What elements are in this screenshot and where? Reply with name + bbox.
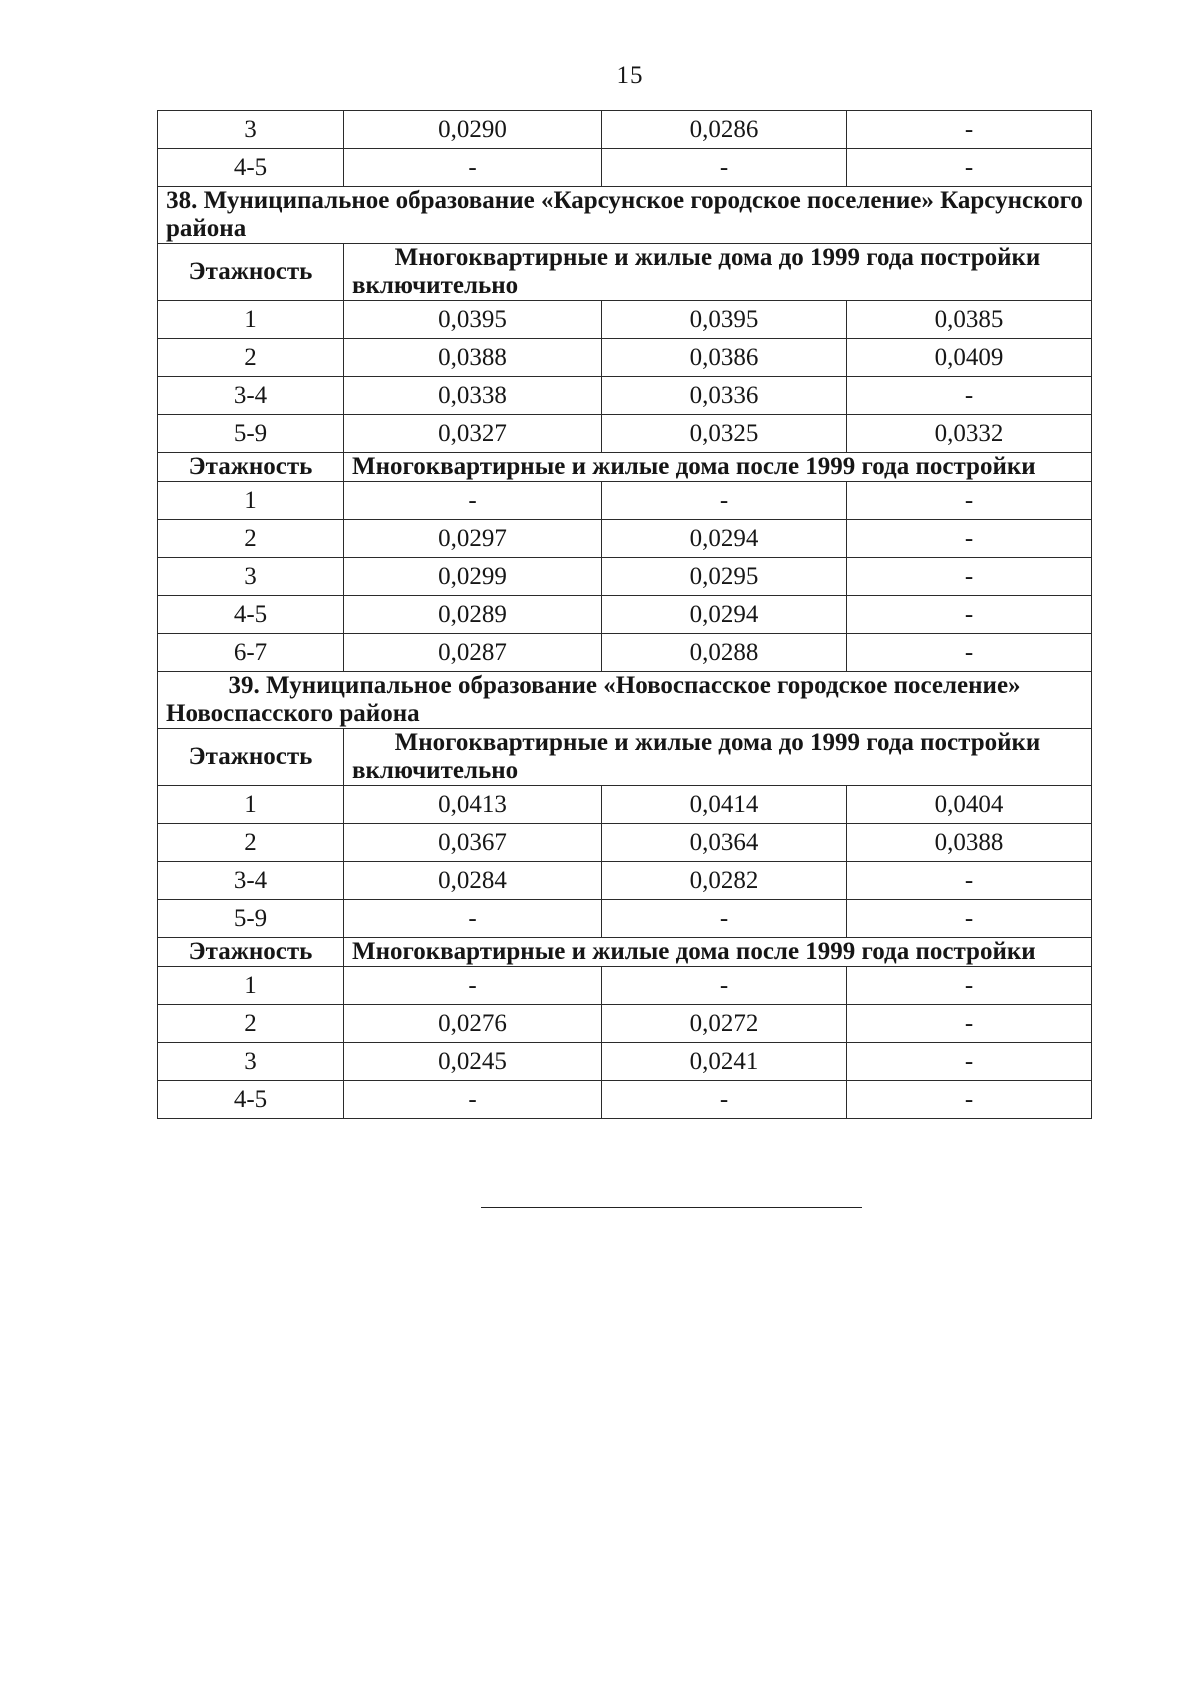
value-cell: 0,0388 xyxy=(344,339,602,377)
value-cell: 0,0404 xyxy=(847,786,1092,824)
value-cell: - xyxy=(847,520,1092,558)
value-cell: - xyxy=(602,967,847,1005)
value-cell: 0,0336 xyxy=(602,377,847,415)
value-cell: - xyxy=(847,149,1092,187)
value-cell: - xyxy=(847,558,1092,596)
floors-cell: 4-5 xyxy=(158,149,344,187)
value-cell: 0,0367 xyxy=(344,824,602,862)
floors-cell: 5-9 xyxy=(158,900,344,938)
table-row xyxy=(158,1005,1092,1043)
table-row xyxy=(158,786,1092,824)
table-row xyxy=(158,301,1092,339)
end-of-document-rule xyxy=(481,1207,862,1208)
value-cell: - xyxy=(847,1081,1092,1119)
value-cell: 0,0276 xyxy=(344,1005,602,1043)
value-cell: - xyxy=(847,482,1092,520)
value-cell: - xyxy=(847,862,1092,900)
value-cell: 0,0289 xyxy=(344,596,602,634)
building-category-header: Многоквартирные и жилые дома до 1999 года постройки включительно xyxy=(344,244,1092,301)
value-cell: 0,0299 xyxy=(344,558,602,596)
value-cell: 0,0297 xyxy=(344,520,602,558)
value-cell: - xyxy=(847,1005,1092,1043)
table-row xyxy=(158,520,1092,558)
value-cell: 0,0327 xyxy=(344,415,602,453)
value-cell: 0,0290 xyxy=(344,111,602,149)
tariff-table xyxy=(157,110,1092,1119)
value-cell: 0,0295 xyxy=(602,558,847,596)
value-cell: - xyxy=(847,900,1092,938)
value-cell: - xyxy=(344,1081,602,1119)
value-cell: 0,0332 xyxy=(847,415,1092,453)
table-row xyxy=(158,377,1092,415)
table-row xyxy=(158,111,1092,149)
floors-cell: 3 xyxy=(158,558,344,596)
table-row xyxy=(158,339,1092,377)
table-row xyxy=(158,482,1092,520)
value-cell: 0,0395 xyxy=(602,301,847,339)
floors-cell: 3-4 xyxy=(158,862,344,900)
table-row xyxy=(158,596,1092,634)
value-cell: 0,0325 xyxy=(602,415,847,453)
floors-cell: 2 xyxy=(158,1005,344,1043)
floors-cell: 1 xyxy=(158,967,344,1005)
floors-cell: 3 xyxy=(158,1043,344,1081)
value-cell: 0,0395 xyxy=(344,301,602,339)
table-row xyxy=(158,1043,1092,1081)
value-cell: - xyxy=(602,900,847,938)
floors-column-header: Этажность xyxy=(158,453,344,482)
floors-cell: 1 xyxy=(158,301,344,339)
table-row xyxy=(158,1081,1092,1119)
table-row xyxy=(158,149,1092,187)
value-cell: 0,0286 xyxy=(602,111,847,149)
floors-cell: 3-4 xyxy=(158,377,344,415)
value-cell: 0,0338 xyxy=(344,377,602,415)
value-cell: - xyxy=(602,1081,847,1119)
section-heading: 39. Муниципальное образование «Новоспасское городское поселение» Новоспасского района xyxy=(158,672,1092,729)
value-cell: 0,0388 xyxy=(847,824,1092,862)
value-cell: - xyxy=(344,149,602,187)
value-cell: - xyxy=(847,111,1092,149)
value-cell: 0,0294 xyxy=(602,520,847,558)
value-cell: 0,0409 xyxy=(847,339,1092,377)
value-cell: - xyxy=(344,967,602,1005)
value-cell: 0,0245 xyxy=(344,1043,602,1081)
value-cell: 0,0241 xyxy=(602,1043,847,1081)
floors-cell: 2 xyxy=(158,520,344,558)
value-cell: - xyxy=(847,634,1092,672)
value-cell: 0,0386 xyxy=(602,339,847,377)
floors-column-header: Этажность xyxy=(158,938,344,967)
value-cell: 0,0284 xyxy=(344,862,602,900)
floors-cell: 3 xyxy=(158,111,344,149)
value-cell: 0,0413 xyxy=(344,786,602,824)
table-row xyxy=(158,967,1092,1005)
table-row xyxy=(158,900,1092,938)
page-number: 15 xyxy=(616,62,644,89)
table-row xyxy=(158,558,1092,596)
value-cell: - xyxy=(847,1043,1092,1081)
value-cell: - xyxy=(602,149,847,187)
floors-column-header: Этажность xyxy=(158,244,344,301)
floors-column-header: Этажность xyxy=(158,729,344,786)
group-header-row xyxy=(158,938,1092,967)
section-heading-row xyxy=(158,672,1092,729)
value-cell: 0,0385 xyxy=(847,301,1092,339)
value-cell: 0,0272 xyxy=(602,1005,847,1043)
floors-cell: 2 xyxy=(158,339,344,377)
table-row xyxy=(158,415,1092,453)
floors-cell: 4-5 xyxy=(158,596,344,634)
group-header-row xyxy=(158,244,1092,301)
building-category-header: Многоквартирные и жилые дома после 1999 года постройки xyxy=(344,453,1092,482)
group-header-row xyxy=(158,453,1092,482)
building-category-header: Многоквартирные и жилые дома до 1999 года постройки включительно xyxy=(344,729,1092,786)
floors-cell: 4-5 xyxy=(158,1081,344,1119)
value-cell: 0,0282 xyxy=(602,862,847,900)
value-cell: 0,0364 xyxy=(602,824,847,862)
value-cell: - xyxy=(602,482,847,520)
value-cell: - xyxy=(344,482,602,520)
floors-cell: 5-9 xyxy=(158,415,344,453)
value-cell: 0,0287 xyxy=(344,634,602,672)
value-cell: - xyxy=(847,967,1092,1005)
table-row xyxy=(158,862,1092,900)
floors-cell: 1 xyxy=(158,482,344,520)
floors-cell: 1 xyxy=(158,786,344,824)
value-cell: 0,0294 xyxy=(602,596,847,634)
value-cell: - xyxy=(847,596,1092,634)
building-category-header: Многоквартирные и жилые дома после 1999 года постройки xyxy=(344,938,1092,967)
floors-cell: 2 xyxy=(158,824,344,862)
table-row xyxy=(158,634,1092,672)
value-cell: 0,0414 xyxy=(602,786,847,824)
group-header-row xyxy=(158,729,1092,786)
tariff-table-body xyxy=(158,111,1092,1119)
section-heading-row xyxy=(158,187,1092,244)
value-cell: - xyxy=(847,377,1092,415)
value-cell: 0,0288 xyxy=(602,634,847,672)
value-cell: - xyxy=(344,900,602,938)
section-heading: 38. Муниципальное образование «Карсунское городское поселение» Карсунского района xyxy=(158,187,1092,244)
table-row xyxy=(158,824,1092,862)
floors-cell: 6-7 xyxy=(158,634,344,672)
